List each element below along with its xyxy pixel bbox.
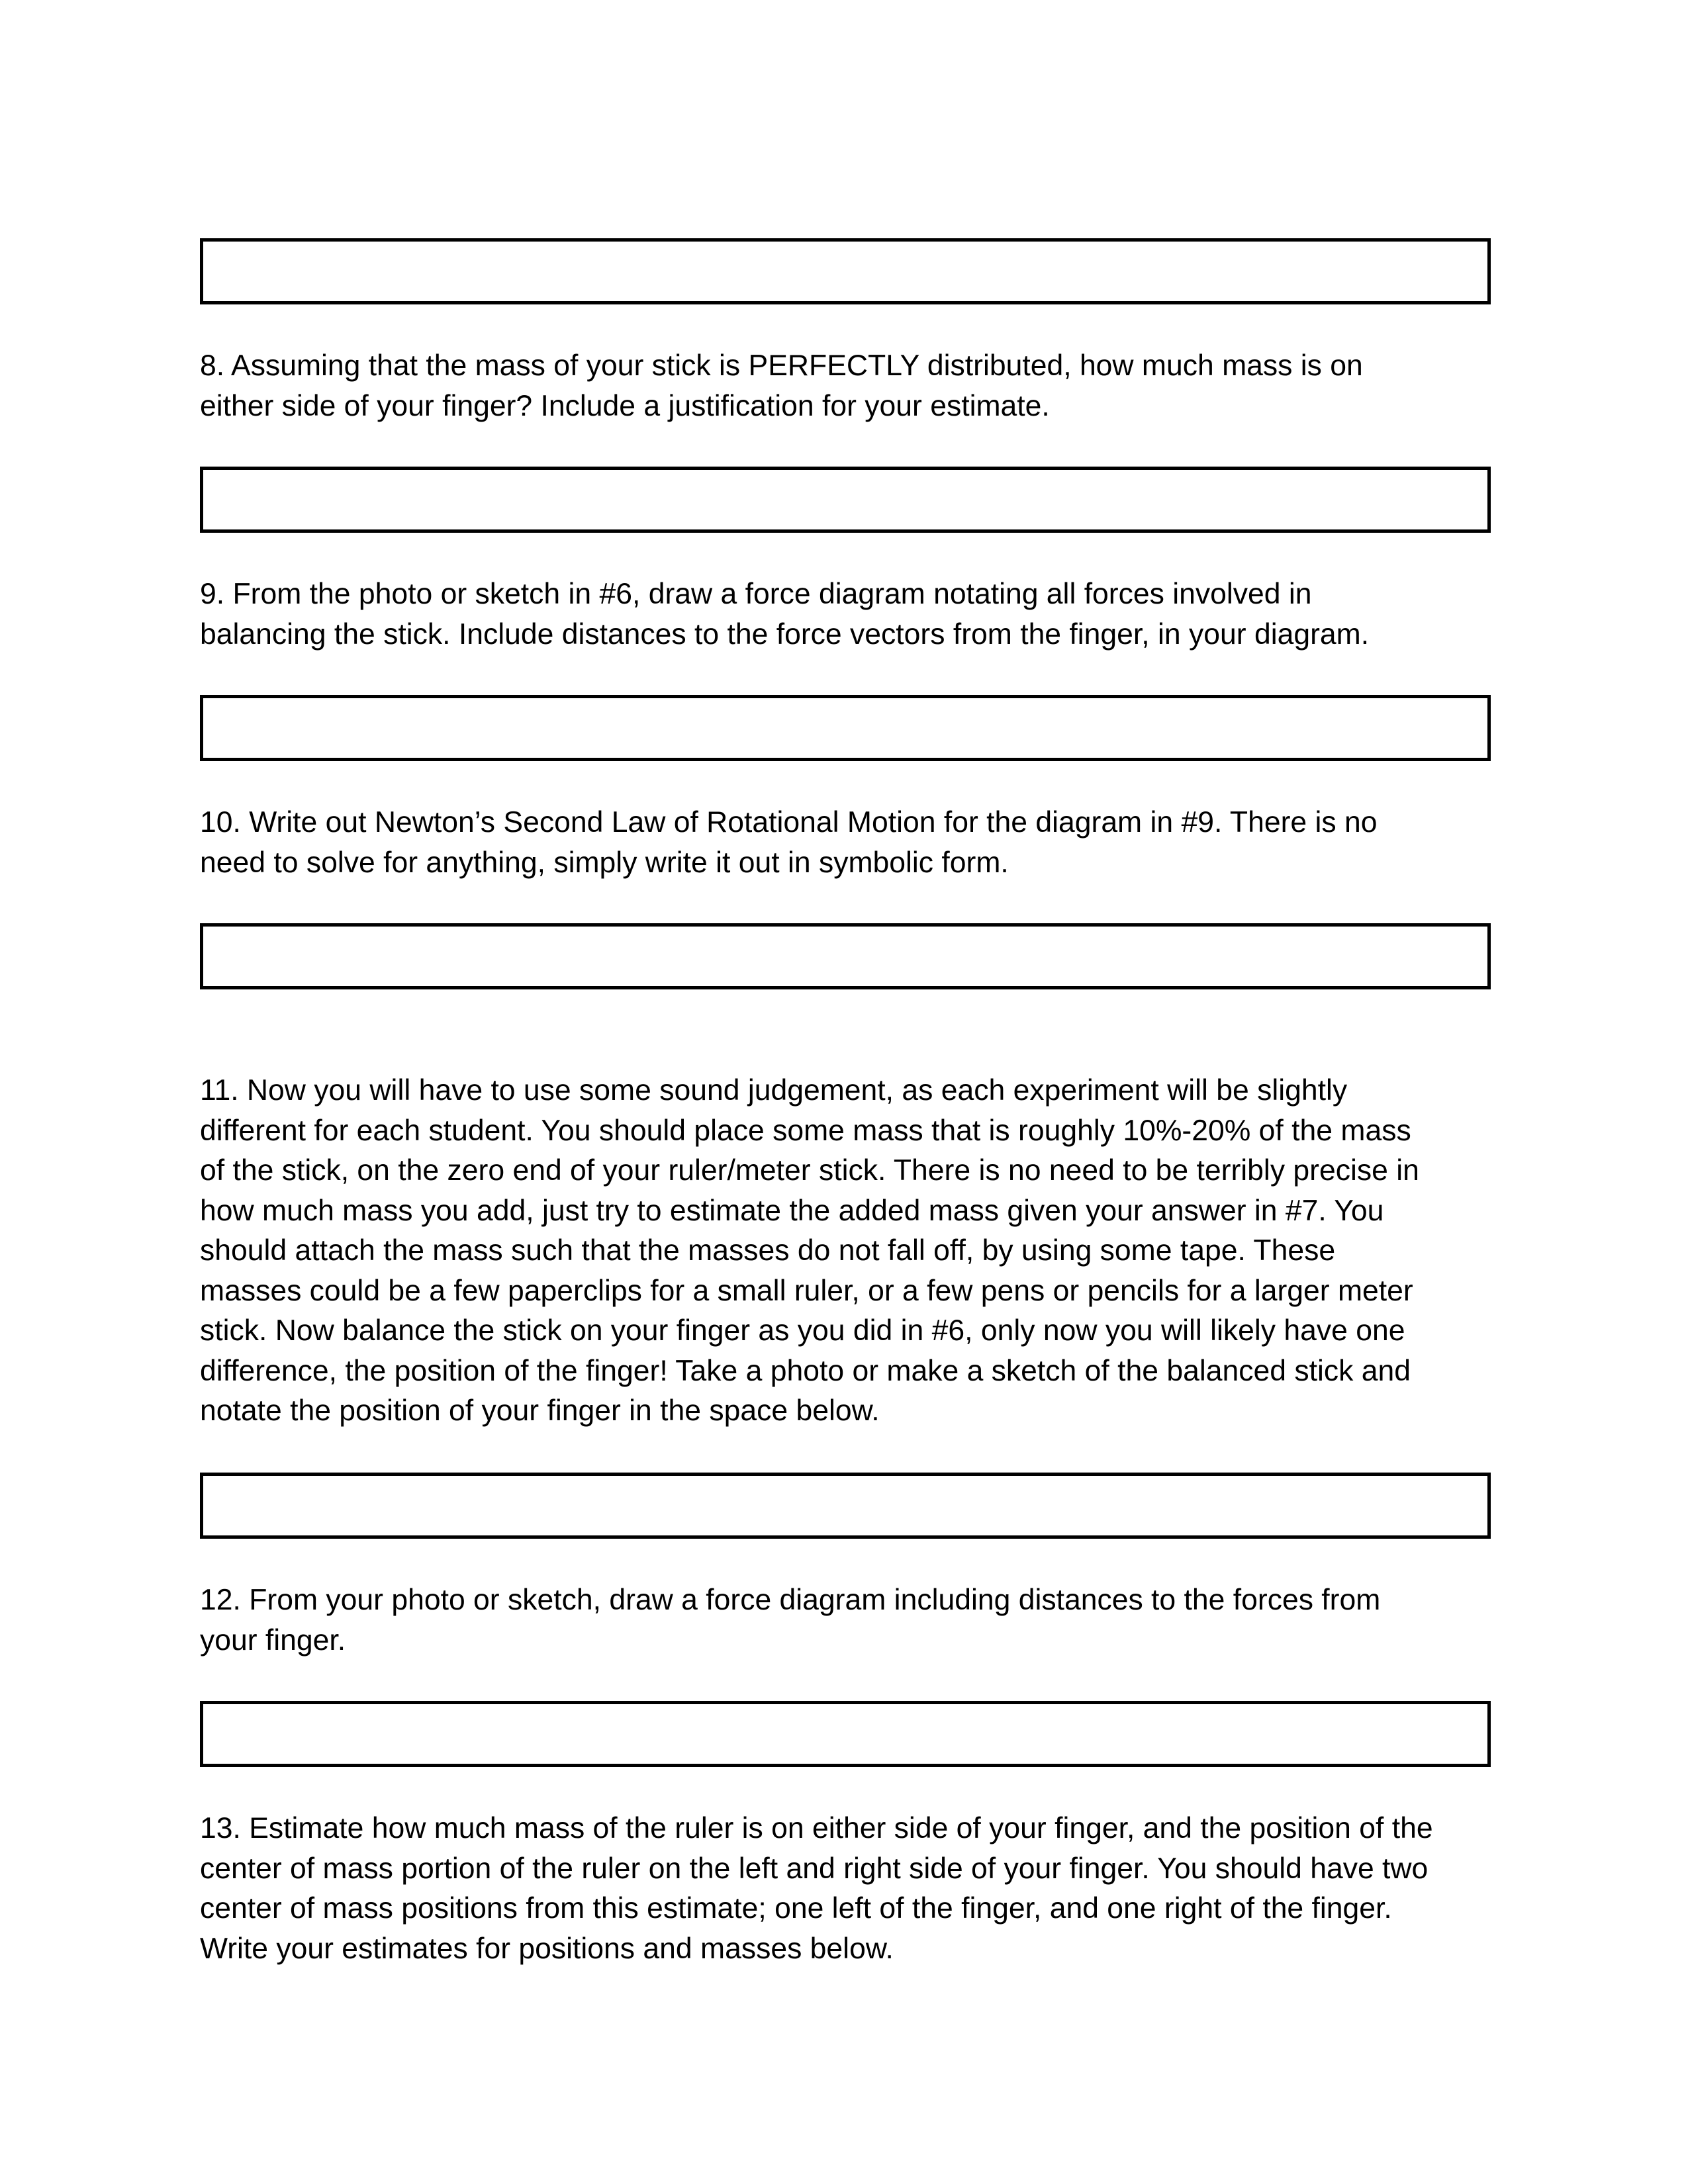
question-13: 13. Estimate how much mass of the ruler is on either side of your finger, and the position of the center of mass portion of the ruler on the left and right side of your finger. You should have two center of mass positions from this estimate; one left of the finger, and one right of the finger. Write your estimates for positions and masses below.: [200, 1812, 1433, 1965]
question-9: 9. From the photo or sketch in #6, draw a force diagram notating all forces involved in balancing the stick. Include distances to the force vectors from the finger, in your diagram.: [200, 578, 1370, 651]
question-11: 11. Now you will have to use some sound judgement, as each experiment will be slightly different for each student. You should place some mass that is roughly 10%-20% of the mass of the stick, on the zero end of your ruler/meter stick. There is no need to be terribly precise in how much mass you add, just try to estimate the added mass given your answer in #7. You should attach the mass such that the masses do not fall off, by using some tape. These masses could be a few paperclips for a small ruler, or a few pens or pencils for a larger meter stick. Now balance the stick on your finger as you did in #6, only now you will likely have one difference, the position of the finger! Take a photo or make a sketch of the balanced stick and notate the position of your finger in the space below.: [200, 1074, 1419, 1427]
answer-box-q8[interactable]: [200, 467, 1491, 533]
answer-box-q9[interactable]: [200, 695, 1491, 761]
answer-box-q12[interactable]: [200, 1701, 1491, 1767]
answer-box-q11[interactable]: [200, 1473, 1491, 1539]
answer-box-q7[interactable]: [200, 238, 1491, 304]
question-12: 12. From your photo or sketch, draw a force diagram including distances to the forces from your finger.: [200, 1584, 1381, 1657]
question-10: 10. Write out Newton’s Second Law of Rotational Motion for the diagram in #9. There is no need to solve for anything, simply write it out in symbolic form.: [200, 806, 1378, 879]
question-8: 8. Assuming that the mass of your stick is PERFECTLY distributed, how much mass is on either side of your finger? Include a justification for your estimate.: [200, 349, 1363, 422]
answer-box-q10[interactable]: [200, 923, 1491, 989]
